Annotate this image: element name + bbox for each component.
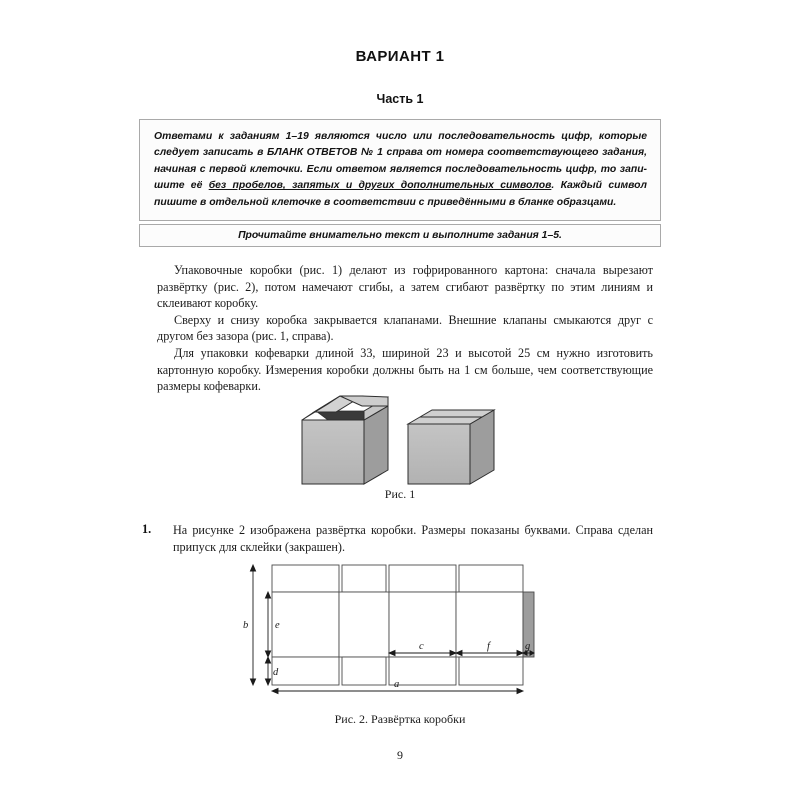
label-d: d [273,667,279,678]
figure-2-net-diagram [243,560,553,695]
label-f: f [487,641,490,652]
label-e: e [275,620,280,631]
label-b: b [243,620,249,631]
figure-2-caption: Рис. 2. Развёртка коробки [334,712,466,726]
instruction-box [139,119,661,221]
net-drawing [243,560,553,695]
label-g: g [525,641,531,652]
label-c: c [419,641,424,652]
instruction-text-part1: Ответами к заданиям 1–19 являются число или последовательность цифр, которые следует записать в БЛАНК ОТВЕТОВ № 1 справа от номера соответствующего задания, начиная с первой клеточки. Если ответом является последовательность цифр, то запи-шите её [154,131,647,192]
task-1-text: На рисунке 2 изображена развёртка коробки. Размеры показаны буквами. Справа сделан припуск для склейки (закрашен). [173,523,653,554]
label-a: a [394,679,400,690]
instruction-text-underlined: без пробелов, запятых и других дополнительных символов [208,180,552,192]
page-title: ВАРИАНТ 1 [355,48,445,65]
figure-1-illustration [290,392,510,492]
body-paragraph-1: Упаковочные коробки (рис. 1) делают из гофрированного картона: сначала вырезают развёртку (рис. 2), потом намечают сгибы, а затем сгибают развёртку по этим линиям и склеивают коробку. [157,263,653,311]
part-heading: Часть 1 [376,92,424,106]
figure-1-caption: Рис. 1 [384,487,416,501]
body-paragraph-3: Для упаковки кофеварки длиной 33, шириной 23 и высотой 25 см нужно изготовить картонную коробку. Измерения коробки должны быть на 1 см больше, чем соответствующие размеры кофеварки. [157,345,653,394]
body-paragraph-2: Сверху и снизу коробка закрывается клапанами. Внешние клапаны смыкаются друг с другом без зазора (рис. 1, справа). [157,312,653,344]
boxes-drawing [290,392,510,492]
read-instruction-box: Прочитайте внимательно текст и выполните задания 1–5. [139,224,661,247]
body-text [157,262,653,395]
instruction-text-part2: . Каждый символ пишите в отдельной клеточке в соответствии с приведёнными в бланке образцами. [154,180,647,208]
page-number: 9 [397,748,403,762]
task-number: 1. [142,522,152,536]
